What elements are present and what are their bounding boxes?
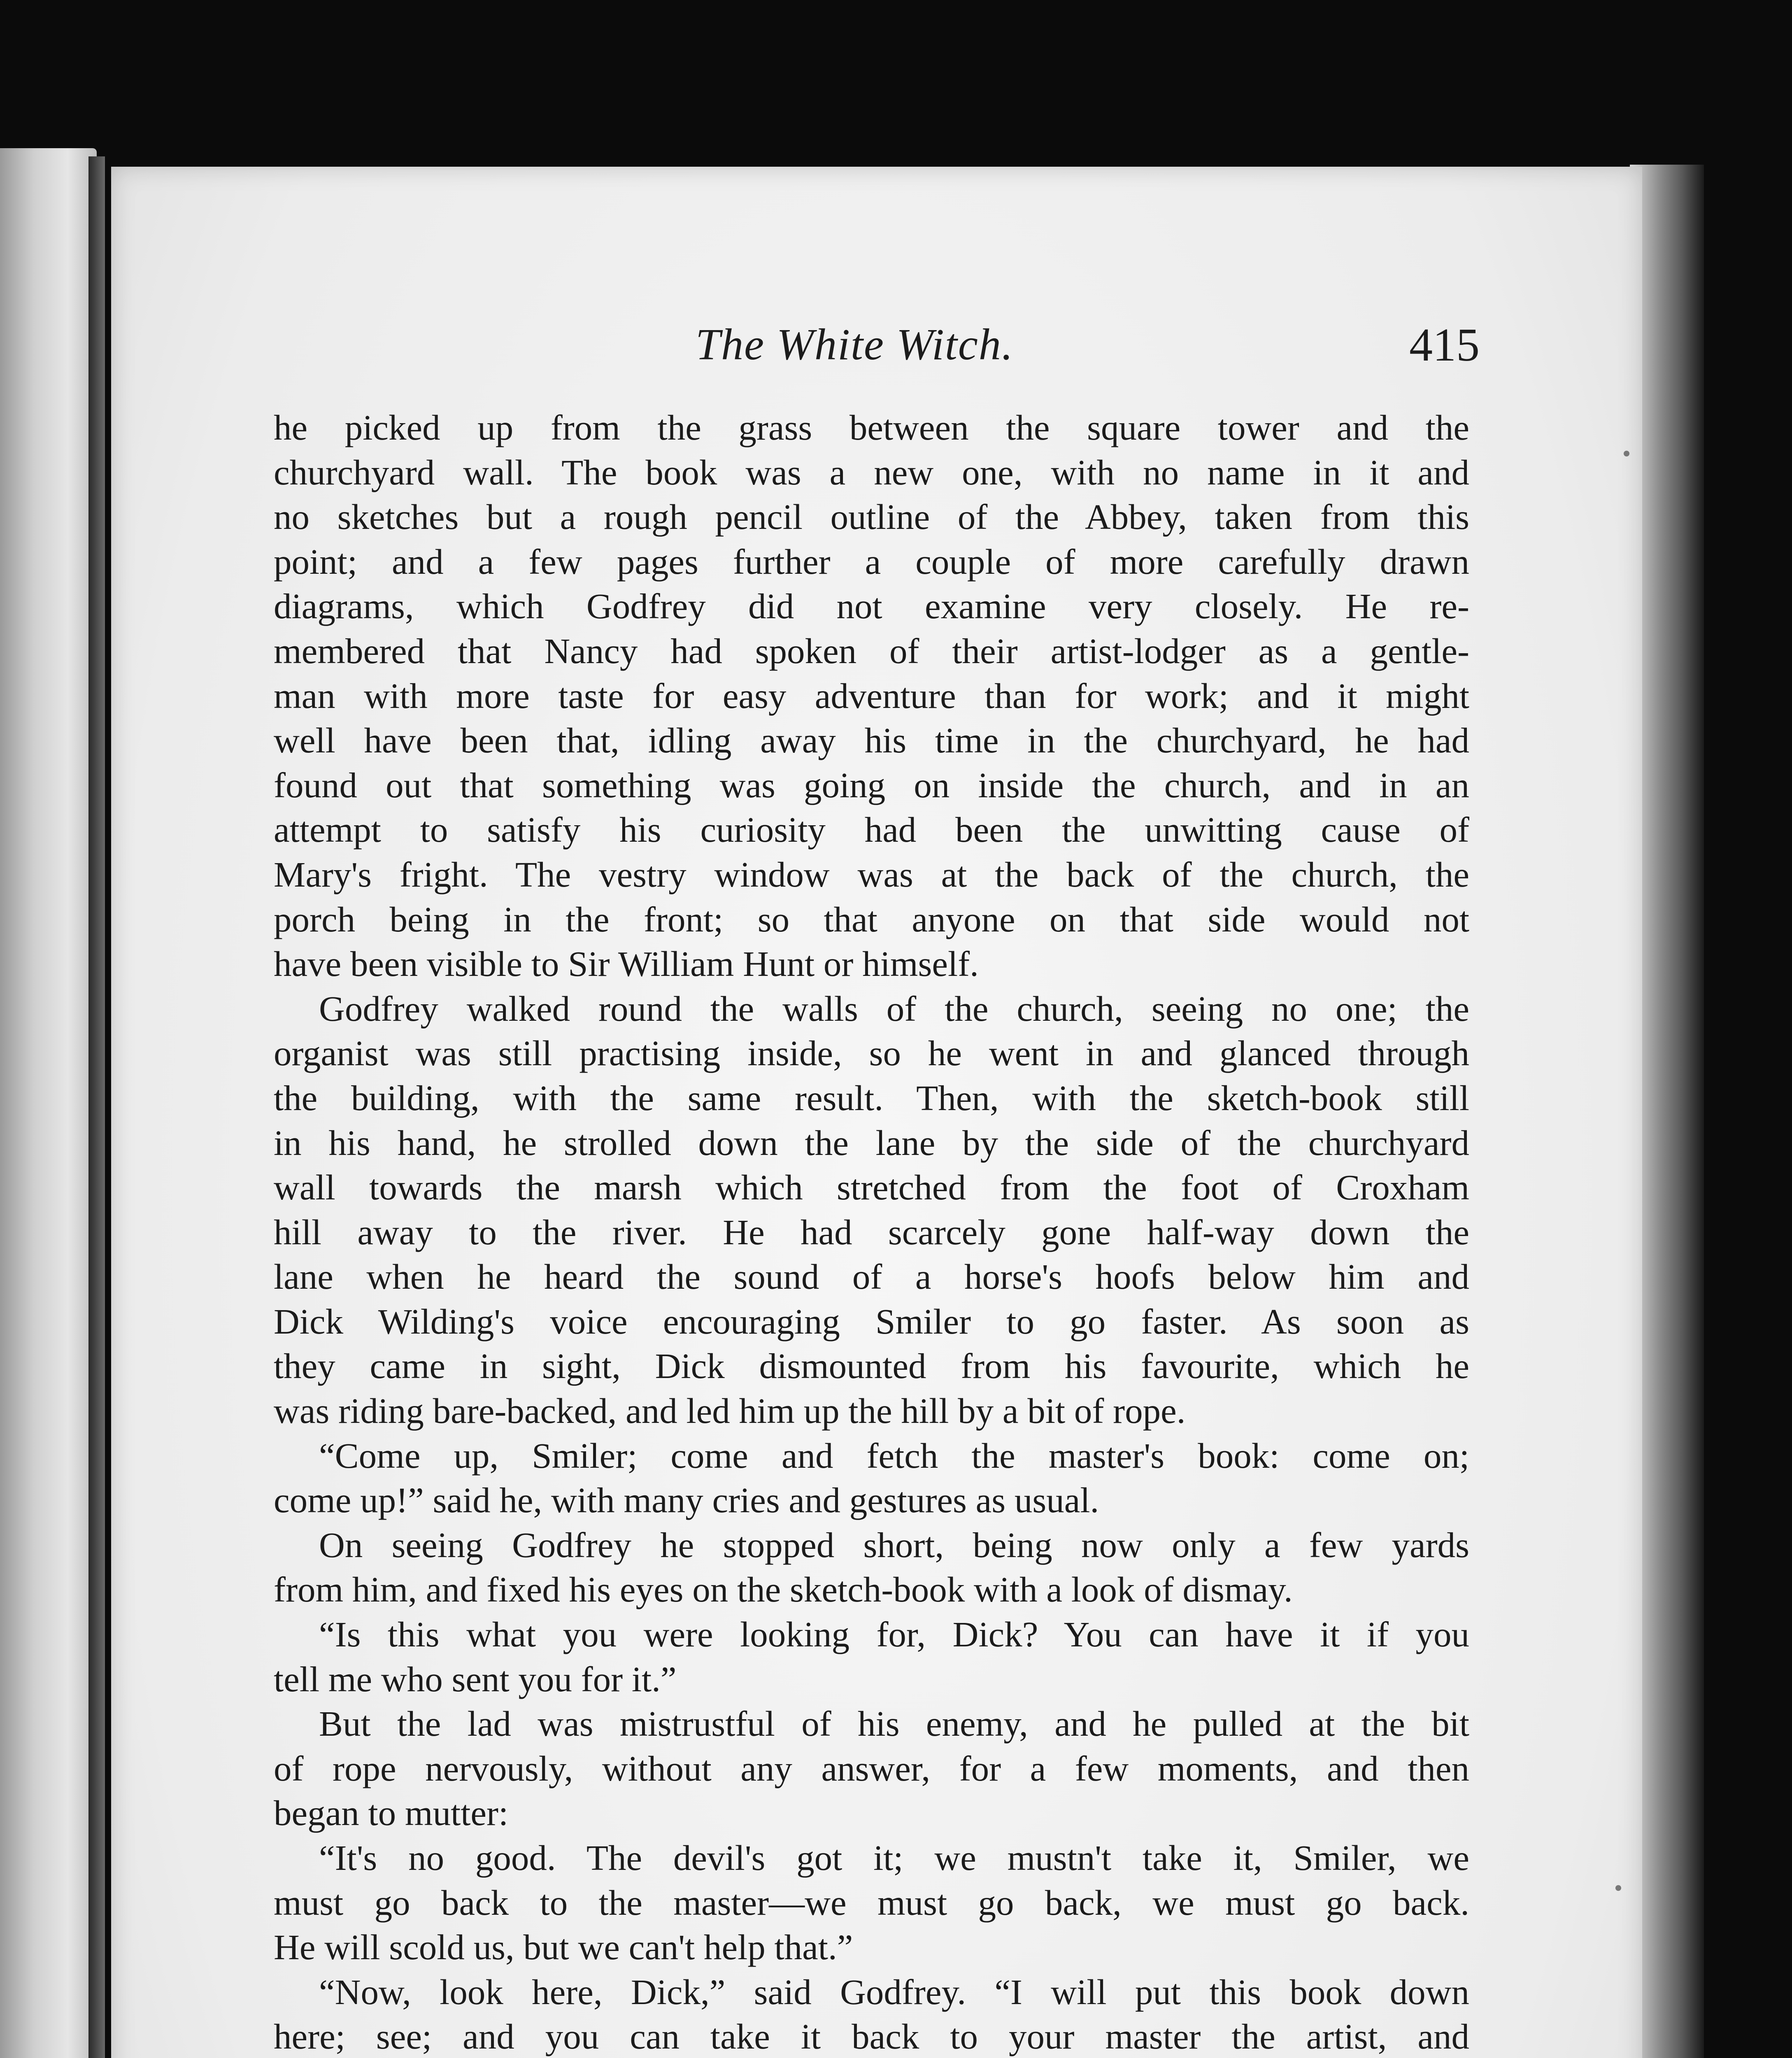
text-line: point; and a few pages further a couple of more carefully drawn bbox=[274, 541, 1469, 582]
text-line: wall towards the marsh which stretched from the foot of Croxham bbox=[274, 1167, 1469, 1208]
text-line: On seeing Godfrey he stopped short, being now only a few yards bbox=[319, 1525, 1469, 1565]
text-line: He will scold us, but we can't help that.” bbox=[274, 1927, 853, 1967]
text-line: of rope nervously, without any answer, for a few moments, and then bbox=[274, 1748, 1469, 1788]
text-line: churchyard wall. The book was a new one, with no name in it and bbox=[274, 452, 1469, 492]
text-line: found out that something was going on inside the church, and in an bbox=[274, 765, 1469, 805]
text-line: diagrams, which Godfrey did not examine very closely. He re- bbox=[274, 586, 1469, 626]
text-line: well have been that, idling away his time in the churchyard, he had bbox=[274, 720, 1469, 761]
text-line: began to mutter: bbox=[274, 1793, 509, 1833]
text-line: in his hand, he strolled down the lane by the side of the churchyard bbox=[274, 1122, 1469, 1163]
speck-mark bbox=[1624, 451, 1629, 456]
text-line: man with more taste for easy adventure than for work; and it might bbox=[274, 675, 1469, 716]
text-line: porch being in the front; so that anyone on that side would not bbox=[274, 899, 1469, 939]
text-line: Dick Wilding's voice encouraging Smiler to go faster. As soon as bbox=[274, 1301, 1469, 1341]
text-line: was riding bare-backed, and led him up the hill by a bit of rope. bbox=[274, 1391, 1186, 1431]
text-line: “It's no good. The devil's got it; we mustn't take it, Smiler, we bbox=[319, 1838, 1469, 1878]
text-line: attempt to satisfy his curiosity had been the unwitting cause of bbox=[274, 810, 1469, 850]
text-line: “Come up, Smiler; come and fetch the master's book: come on; bbox=[319, 1435, 1469, 1476]
previous-page-edge bbox=[0, 148, 97, 2058]
text-line: they came in sight, Dick dismounted from his favourite, which he bbox=[274, 1346, 1469, 1386]
text-line: hill away to the river. He had scarcely gone half-way down the bbox=[274, 1212, 1469, 1252]
text-line: from him, and fixed his eyes on the sketch-book with a look of dismay. bbox=[274, 1569, 1293, 1610]
text-line: organist was still practising inside, so he went in and glanced through bbox=[274, 1033, 1469, 1073]
text-line: must go back to the master—we must go back, we must go back. bbox=[274, 1882, 1469, 1923]
speck-mark bbox=[1615, 1885, 1621, 1891]
text-line: no sketches but a rough pencil outline of the Abbey, taken from this bbox=[274, 497, 1469, 537]
text-line: Mary's fright. The vestry window was at the back of the church, the bbox=[274, 854, 1469, 894]
book-gutter bbox=[88, 156, 105, 2058]
text-line: have been visible to Sir William Hunt or himself. bbox=[274, 944, 979, 984]
page-number: 415 bbox=[1409, 319, 1480, 371]
text-line: lane when he heard the sound of a horse's hoofs below him and bbox=[274, 1257, 1469, 1297]
text-line: “Now, look here, Dick,” said Godfrey. “I will put this book down bbox=[319, 1972, 1469, 2012]
text-line: membered that Nancy had spoken of their artist-lodger as a gentle- bbox=[274, 631, 1469, 671]
text-line: come up!” said he, with many cries and gestures as usual. bbox=[274, 1480, 1099, 1520]
text-line: “Is this what you were looking for, Dick? You can have it if you bbox=[319, 1614, 1469, 1655]
body-text bbox=[274, 405, 1469, 2058]
text-line: Godfrey walked round the walls of the church, seeing no one; the bbox=[319, 988, 1469, 1029]
text-line: he picked up from the grass between the square tower and the bbox=[274, 407, 1469, 447]
text-line: the building, with the same result. Then, with the sketch-book still bbox=[274, 1078, 1469, 1118]
text-line: But the lad was mistrustful of his enemy, and he pulled at the bit bbox=[319, 1704, 1469, 1744]
text-line: here; see; and you can take it back to your master the artist, and bbox=[274, 2016, 1469, 2057]
running-head: The White Witch. bbox=[696, 320, 1014, 369]
text-line: tell me who sent you for it.” bbox=[274, 1659, 677, 1699]
